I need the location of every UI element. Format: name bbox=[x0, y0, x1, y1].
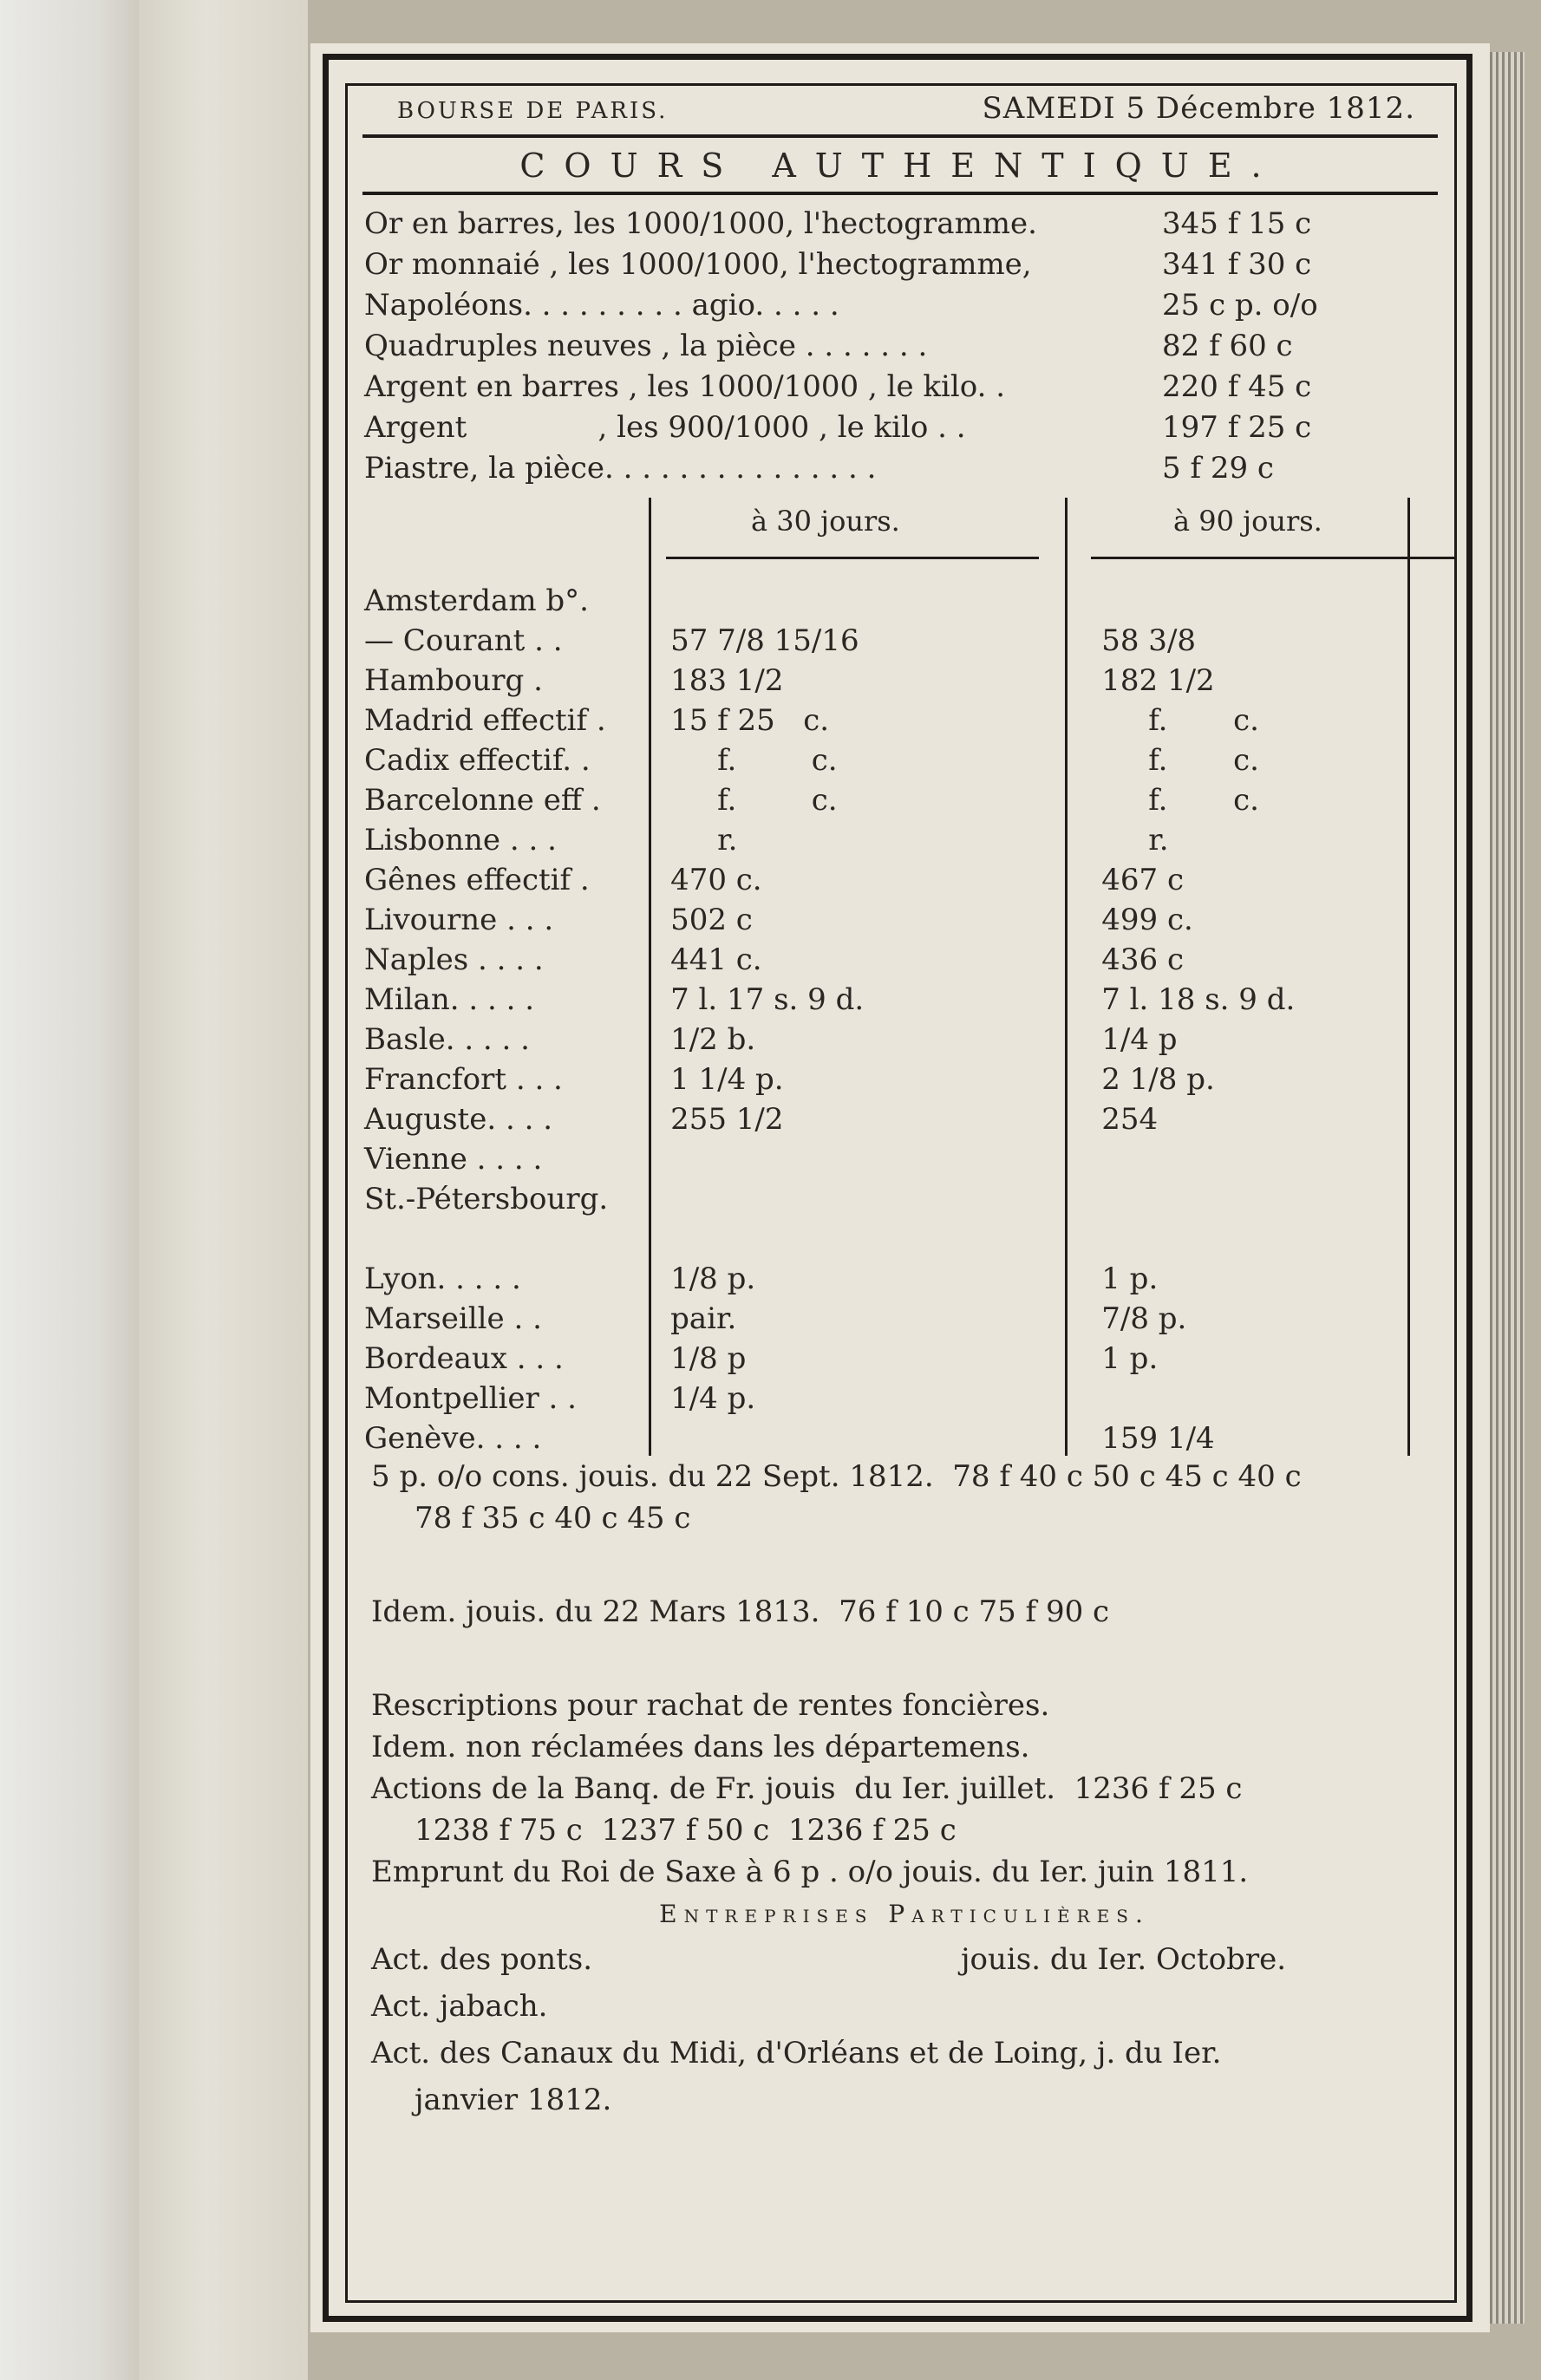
rentes-line: 5 p. o/o cons. jouis. du 22 Sept. 1812. 78 f 40 c 50 c 45 c 40 c bbox=[371, 1459, 1302, 1494]
rate-90: f. c. bbox=[1101, 743, 1259, 778]
header-exchange-name: BOURSE DE PARIS. bbox=[397, 98, 669, 124]
emprunt-line: Emprunt du Roi de Saxe à 6 p . o/o jouis. du Ier. juin 1811. bbox=[371, 1855, 1249, 1889]
rate-90: 58 3/8 bbox=[1101, 623, 1197, 658]
table-row bbox=[362, 621, 1438, 661]
rate-30: 502 c bbox=[670, 903, 753, 937]
rentes-idem-line: Idem. jouis. du 22 Mars 1813. 76 f 10 c 75 f 90 c bbox=[371, 1594, 1110, 1629]
rate-30: 183 1/2 bbox=[670, 663, 784, 698]
canaux-line: Act. des Canaux du Midi, d'Orléans et de Loing, j. du Ier. bbox=[371, 2036, 1222, 2070]
rate-30: 1 1/4 p. bbox=[670, 1062, 784, 1097]
metal-label: Piastre, la pièce. . . . . . . . . . . . . . . bbox=[364, 451, 877, 486]
metal-label: Argent en barres , les 1000/1000 , le kilo. . bbox=[364, 369, 1006, 404]
rate-30: 1/8 p bbox=[670, 1341, 747, 1376]
rate-90: 467 c bbox=[1101, 863, 1184, 897]
metal-row bbox=[362, 285, 1438, 326]
metal-value: 341 f 30 c bbox=[1162, 247, 1312, 282]
metal-label: Quadruples neuves , la pièce . . . . . . . bbox=[364, 329, 928, 363]
rate-90 bbox=[1093, 581, 1438, 621]
rate-30: f. c. bbox=[670, 783, 838, 818]
bourse-page bbox=[362, 91, 1438, 2293]
rate-30: 57 7/8 15/16 bbox=[670, 623, 859, 658]
place-name: Francfort . . . bbox=[364, 1062, 563, 1097]
metal-row bbox=[362, 204, 1438, 245]
table-row bbox=[362, 1099, 1438, 1139]
table-row bbox=[362, 980, 1438, 1020]
table-row bbox=[362, 900, 1438, 940]
table-row bbox=[362, 1179, 1438, 1219]
rate-30: 1/4 p. bbox=[670, 1381, 756, 1416]
place-name: Lisbonne . . . bbox=[364, 823, 557, 857]
header bbox=[362, 91, 1438, 134]
table-row bbox=[362, 820, 1438, 860]
place-name: Gênes effectif . bbox=[364, 863, 590, 897]
rate-90: 1/4 p bbox=[1101, 1022, 1178, 1057]
page-title: COURS AUTHENTIQUE. bbox=[519, 147, 1281, 185]
metal-label: Or monnaié , les 1000/1000, l'hectogramme, bbox=[364, 247, 1032, 282]
rescriptions-line: Rescriptions pour rachat de rentes foncières. bbox=[371, 1688, 1050, 1723]
rate-90: 182 1/2 bbox=[1101, 663, 1215, 698]
col-90-rule bbox=[1091, 557, 1455, 559]
place-name: Hambourg . bbox=[364, 663, 543, 698]
rate-30: 1/8 p. bbox=[670, 1262, 756, 1296]
rate-30 bbox=[653, 1139, 1093, 1179]
rate-30: pair. bbox=[670, 1301, 737, 1336]
ponts-row bbox=[371, 1936, 1438, 1983]
metal-value: 345 f 15 c bbox=[1162, 206, 1312, 241]
table-row bbox=[362, 661, 1438, 701]
metal-row bbox=[362, 367, 1438, 408]
rate-30: f. c. bbox=[670, 743, 838, 778]
ponts-value: jouis. du Ier. Octobre. bbox=[961, 1942, 1286, 1977]
rate-90: 499 c. bbox=[1101, 903, 1193, 937]
table-row bbox=[362, 940, 1438, 980]
rate-90 bbox=[1093, 1139, 1438, 1179]
table-row bbox=[362, 1379, 1438, 1418]
metal-row bbox=[362, 408, 1438, 448]
rate-90: 1 p. bbox=[1101, 1262, 1159, 1296]
metal-value: 197 f 25 c bbox=[1162, 410, 1312, 445]
place-name: Vienne . . . . bbox=[364, 1142, 543, 1177]
table-row bbox=[362, 1139, 1438, 1179]
col-30-rule bbox=[666, 557, 1039, 559]
rate-30 bbox=[653, 581, 1093, 621]
rate-30 bbox=[653, 1179, 1093, 1219]
place-name: St.-Pétersbourg. bbox=[364, 1182, 609, 1216]
page-edges bbox=[1490, 52, 1525, 2324]
col-30-days-header: à 30 jours. bbox=[751, 505, 900, 538]
table-row bbox=[362, 780, 1438, 820]
rate-30: 7 l. 17 s. 9 d. bbox=[670, 982, 865, 1017]
actions-banque-cont: 1238 f 75 c 1237 f 50 c 1236 f 25 c bbox=[415, 1813, 957, 1848]
table-row bbox=[362, 1060, 1438, 1099]
rate-90: f. c. bbox=[1101, 703, 1259, 738]
table-row bbox=[362, 1299, 1438, 1339]
rate-90: 7 l. 18 s. 9 d. bbox=[1101, 982, 1296, 1017]
rate-30: 1/2 b. bbox=[670, 1022, 756, 1057]
row-gap bbox=[362, 1219, 1438, 1259]
rate-90 bbox=[1093, 1179, 1438, 1219]
place-name: Amsterdam b°. bbox=[364, 584, 589, 618]
table-row bbox=[362, 701, 1438, 740]
rate-90: 1 p. bbox=[1101, 1341, 1159, 1376]
place-name: Milan. . . . . bbox=[364, 982, 534, 1017]
entreprises-heading: Entreprises Particulières. bbox=[659, 1900, 1150, 1928]
place-name: Basle. . . . . bbox=[364, 1022, 530, 1057]
place-name: Genève. . . . bbox=[364, 1421, 542, 1456]
place-name: Madrid effectif . bbox=[364, 703, 606, 738]
rate-30 bbox=[653, 1418, 1093, 1458]
ponts-label: Act. des ponts. bbox=[371, 1942, 593, 1977]
rate-30: 470 c. bbox=[670, 863, 762, 897]
table-row bbox=[362, 740, 1438, 780]
table-row bbox=[362, 1020, 1438, 1060]
rate-90: 436 c bbox=[1101, 942, 1184, 977]
rate-90: f. c. bbox=[1101, 783, 1259, 818]
place-name: Lyon. . . . . bbox=[364, 1262, 521, 1296]
metal-label: Napoléons. . . . . . . . . agio. . . . . bbox=[364, 288, 839, 323]
place-name: Bordeaux . . . bbox=[364, 1341, 564, 1376]
table-row bbox=[362, 1418, 1438, 1458]
exchange-rows bbox=[362, 581, 1438, 1458]
book-gutter bbox=[139, 0, 308, 2380]
exchange-table bbox=[362, 498, 1438, 1456]
place-name: Livourne . . . bbox=[364, 903, 554, 937]
metal-row bbox=[362, 245, 1438, 285]
canaux-line-cont: janvier 1812. bbox=[415, 2083, 612, 2117]
rate-90 bbox=[1093, 1379, 1438, 1418]
place-name: Montpellier . . bbox=[364, 1381, 577, 1416]
rate-90: r. bbox=[1101, 823, 1169, 857]
idem-non-line: Idem. non réclamées dans les départemens. bbox=[371, 1730, 1030, 1764]
rate-90: 2 1/8 p. bbox=[1101, 1062, 1215, 1097]
rate-90: 159 1/4 bbox=[1101, 1421, 1215, 1456]
metal-value: 25 c p. o/o bbox=[1162, 288, 1318, 323]
place-name: Barcelonne eff . bbox=[364, 783, 601, 818]
metal-value: 82 f 60 c bbox=[1162, 329, 1293, 363]
spacer bbox=[371, 1633, 1438, 1685]
metal-label: Argent , les 900/1000 , le kilo . . bbox=[364, 410, 966, 445]
metal-row bbox=[362, 448, 1438, 489]
actions-banque-line: Actions de la Banq. de Fr. jouis du Ier. juillet. 1236 f 25 c bbox=[371, 1771, 1243, 1806]
title-rule bbox=[362, 192, 1438, 195]
header-date: SAMEDI 5 Décembre 1812. bbox=[982, 91, 1415, 126]
left-page-edge bbox=[0, 0, 139, 2380]
jabach-line: Act. jabach. bbox=[371, 1989, 548, 2024]
rate-30: 441 c. bbox=[670, 942, 762, 977]
table-row bbox=[362, 860, 1438, 900]
place-name: Cadix effectif. . bbox=[364, 743, 591, 778]
rate-90: 254 bbox=[1101, 1102, 1159, 1137]
metal-row bbox=[362, 326, 1438, 367]
metal-value: 220 f 45 c bbox=[1162, 369, 1312, 404]
col-90-days-header: à 90 jours. bbox=[1173, 505, 1322, 538]
rate-30: 255 1/2 bbox=[670, 1102, 784, 1137]
rate-90: 7/8 p. bbox=[1101, 1301, 1187, 1336]
place-name: Auguste. . . . bbox=[364, 1102, 552, 1137]
metal-value: 5 f 29 c bbox=[1162, 451, 1274, 486]
rate-30: 15 f 25 c. bbox=[670, 703, 830, 738]
spacer bbox=[371, 1539, 1438, 1591]
table-row bbox=[362, 1259, 1438, 1299]
table-row bbox=[362, 581, 1438, 621]
table-row bbox=[362, 1339, 1438, 1379]
metal-label: Or en barres, les 1000/1000, l'hectogramme. bbox=[364, 206, 1037, 241]
place-name: Naples . . . . bbox=[364, 942, 544, 977]
metals-list bbox=[362, 204, 1438, 489]
rate-30: r. bbox=[670, 823, 738, 857]
place-name: Marseille . . bbox=[364, 1301, 542, 1336]
rentes-section bbox=[362, 1456, 1438, 2123]
rentes-line-cont: 78 f 35 c 40 c 45 c bbox=[415, 1501, 691, 1536]
place-name: — Courant . . bbox=[364, 623, 563, 658]
